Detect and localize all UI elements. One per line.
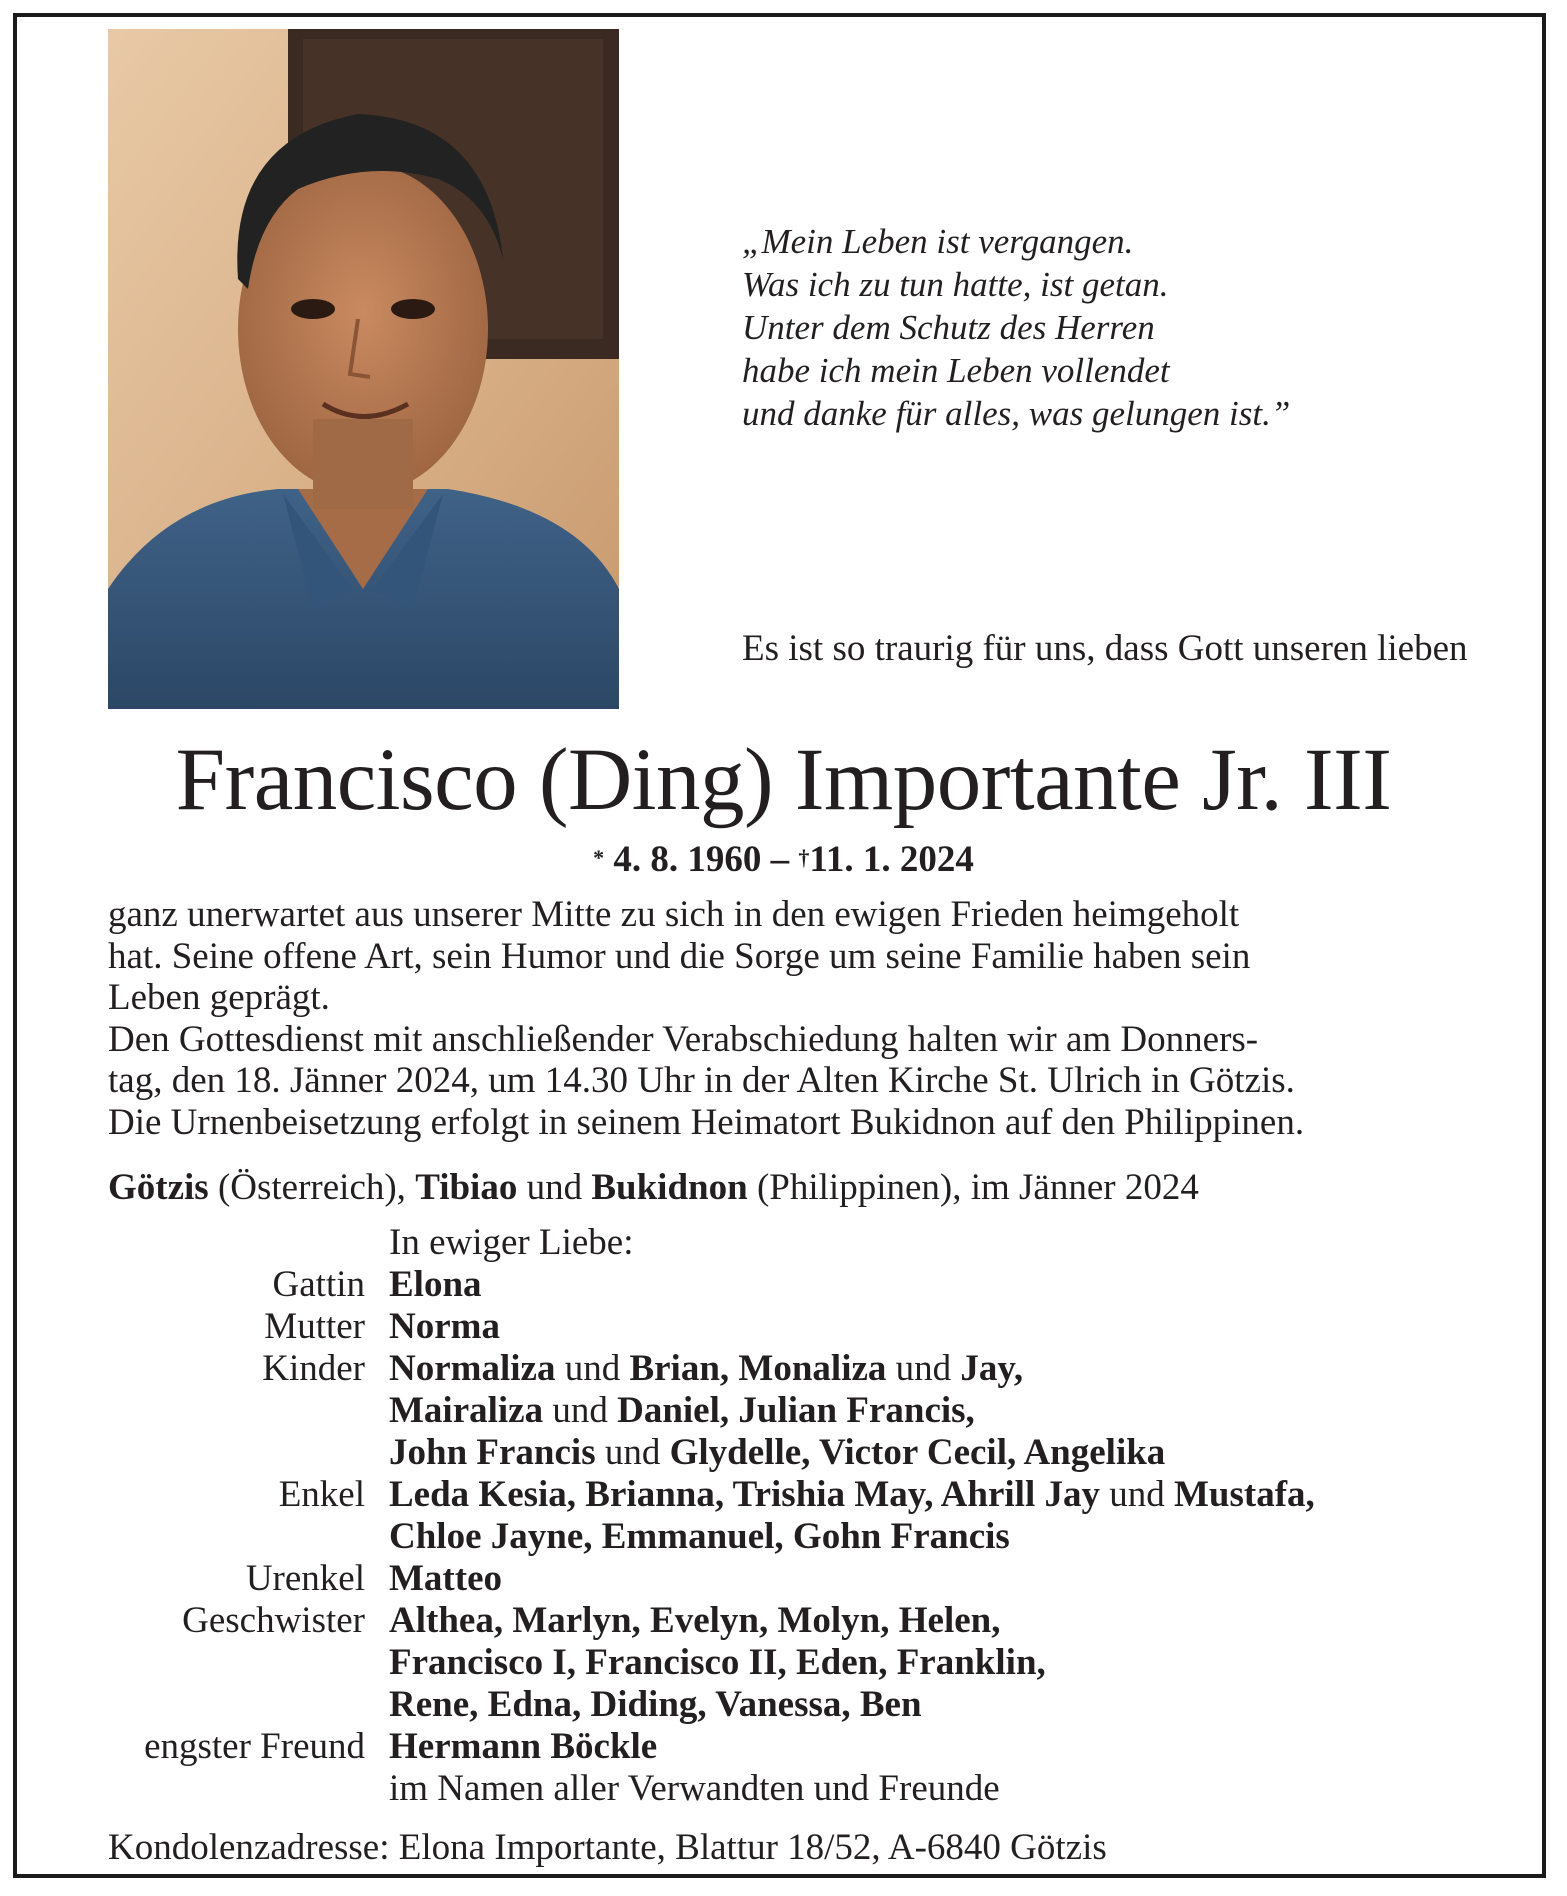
relative-name: Brian, Monaliza (629, 1348, 887, 1389)
body-line: ganz unerwartet aus unserer Mitte zu sich in den ewigen Frieden heimgeholt (108, 894, 1240, 935)
intro-text: Es ist so traurig für uns, dass Gott unseren lieben (742, 628, 1468, 669)
relative-name: Rene, Edna, Diding, Vanessa, Ben (389, 1684, 922, 1725)
relative-name: Glydelle, Victor Cecil, Angelika (669, 1432, 1166, 1473)
family-row-kinder-cont (108, 1390, 1508, 1432)
quote-line: Unter dem Schutz des Herren (742, 308, 1155, 347)
family-row-geschwister-cont (108, 1684, 1508, 1726)
place-name: Götzis (108, 1167, 209, 1208)
relative-name: Norma (389, 1306, 500, 1347)
relative-name: Elona (389, 1264, 482, 1305)
family-row-kinder-cont (108, 1432, 1508, 1474)
announcement-text (108, 894, 1468, 1143)
relative-name: Mairaliza (389, 1390, 544, 1431)
birth-date: 4. 8. 1960 (613, 839, 762, 880)
relative-name: Hermann Böckle (389, 1726, 658, 1767)
relation-label: engster Freund (144, 1726, 365, 1767)
deceased-name: Francisco (Ding) Importante Jr. III (175, 731, 1392, 829)
death-date: 11. 1. 2024 (809, 839, 974, 880)
quote-line: „Mein Leben ist vergangen. (742, 222, 1134, 261)
conjunction: und (595, 1432, 670, 1473)
family-row-mutter (108, 1306, 1508, 1348)
relation-label: Enkel (278, 1474, 365, 1515)
relative-name: Mustafa, (1173, 1474, 1315, 1515)
body-line: hat. Seine offene Art, sein Humor und die Sorge um seine Familie haben sein (108, 935, 1251, 977)
relative-name: Normaliza (389, 1348, 556, 1389)
place-text: und (517, 1167, 592, 1208)
family-row-kinder (108, 1348, 1508, 1390)
relative-name: Francisco I, Francisco II, Eden, Franklin, (389, 1642, 1046, 1683)
place-date-line (108, 1166, 1468, 1210)
conjunction: und (555, 1348, 630, 1389)
body-line: Den Gottesdienst mit anschließender Verabschiedung halten wir am Donners- (108, 1018, 1259, 1060)
place-text: (Österreich), (208, 1167, 416, 1208)
life-dates (0, 838, 1567, 882)
family-row-gattin (108, 1264, 1508, 1306)
body-line: tag, den 18. Jänner 2024, um 14.30 Uhr in der Alten Kirche St. Ulrich in Götzis. (108, 1060, 1295, 1101)
family-opening: In ewiger Liebe: (389, 1222, 634, 1263)
body-line: Die Urnenbeisetzung erfolgt in seinem Heimatort Bukidnon auf den Philippinen. (108, 1101, 1305, 1143)
relation-label: Kinder (262, 1348, 365, 1389)
relative-name: Althea, Marlyn, Evelyn, Molyn, Helen, (389, 1600, 1001, 1641)
family-row-freund (108, 1726, 1508, 1768)
family-row-urenkel (108, 1558, 1508, 1600)
relative-name: Leda Kesia, Brianna, Trishia May, Ahrill Jay (389, 1474, 1100, 1515)
date-separator: – (770, 839, 790, 880)
relative-name: Chloe Jayne, Emmanuel, Gohn Francis (389, 1516, 1010, 1557)
portrait-photo (108, 29, 619, 709)
quote (742, 220, 1462, 435)
quote-line: habe ich mein Leben vollendet (742, 351, 1170, 390)
quote-line: Was ich zu tun hatte, ist getan. (742, 265, 1169, 304)
family-row-enkel-cont (108, 1516, 1508, 1558)
family-row-geschwister-cont (108, 1642, 1508, 1684)
death-symbol: † (798, 845, 810, 870)
body-line: Leben geprägt. (108, 977, 330, 1018)
family-opening-row (108, 1222, 1508, 1264)
conjunction: und (543, 1390, 618, 1431)
relative-name: Matteo (389, 1558, 502, 1599)
birth-symbol: * (593, 845, 605, 870)
relation-label: Gattin (272, 1264, 365, 1305)
relative-name: John Francis (389, 1432, 596, 1473)
relative-name: Jay, (960, 1348, 1024, 1389)
family-list (108, 1222, 1508, 1810)
conjunction: und (1099, 1474, 1174, 1515)
family-closing-row (108, 1768, 1508, 1810)
relative-name: Daniel, Julian Francis, (617, 1390, 975, 1431)
quote-line: und danke für alles, was gelungen ist.” (742, 394, 1291, 433)
family-closing: im Namen aller Verwandten und Freunde (389, 1768, 1000, 1809)
conjunction: und (886, 1348, 961, 1389)
relation-label: Geschwister (182, 1600, 365, 1641)
place-name: Bukidnon (591, 1167, 748, 1208)
family-row-enkel (108, 1474, 1508, 1516)
relation-label: Mutter (264, 1306, 365, 1347)
place-text: (Philippinen), im Jänner 2024 (747, 1167, 1199, 1208)
condolence-address: Kondolenzadresse: Elona Importante, Blattur 18/52, A-6840 Götzis (108, 1827, 1107, 1868)
relation-label: Urenkel (245, 1558, 365, 1599)
family-row-geschwister (108, 1600, 1508, 1642)
place-name: Tibiao (415, 1167, 518, 1208)
